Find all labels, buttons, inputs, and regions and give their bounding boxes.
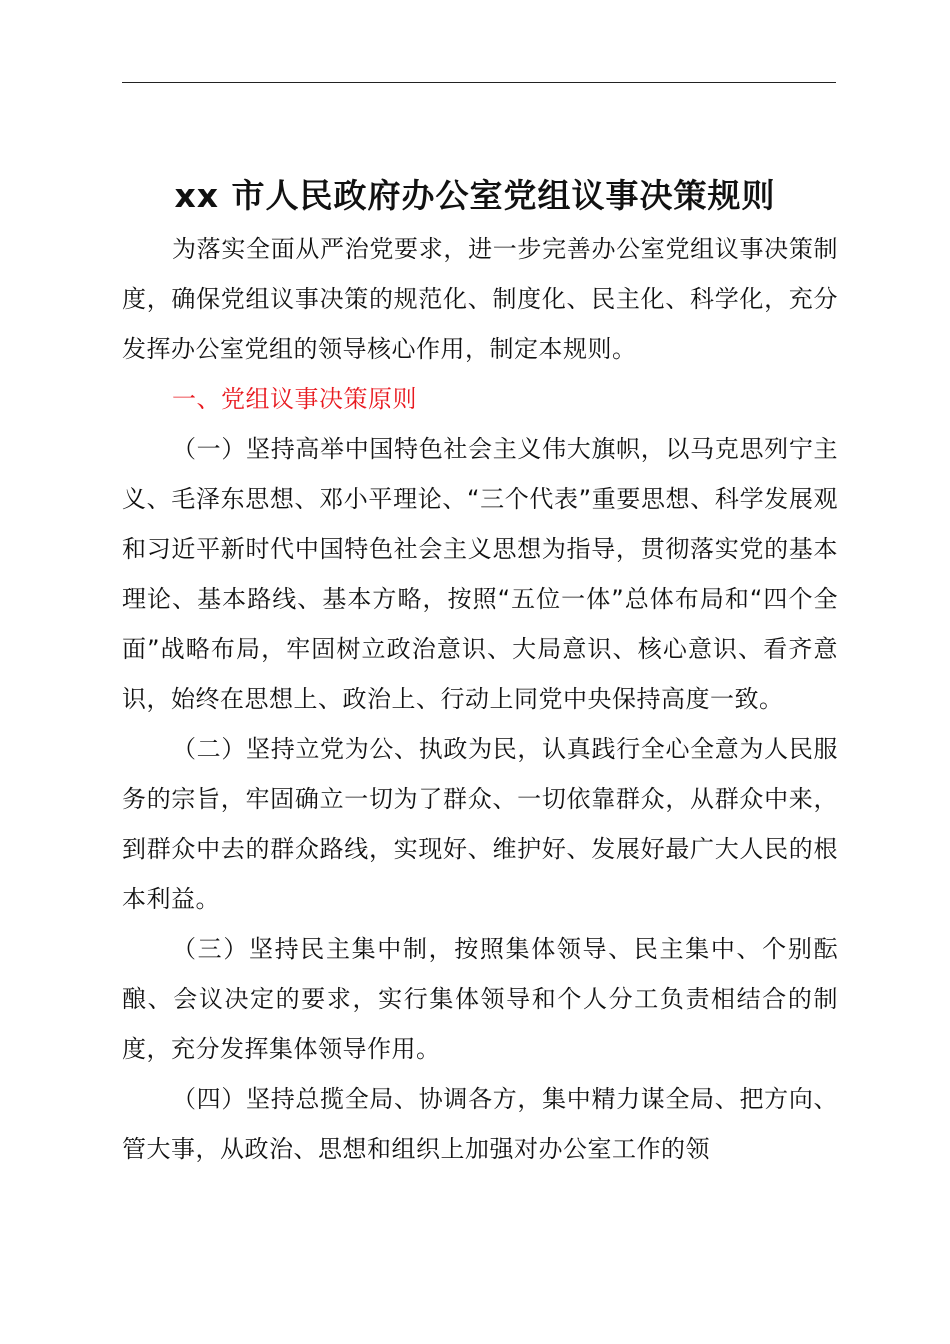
intro-paragraph: 为落实全面从严治党要求，进一步完善办公室党组议事决策制度，确保党组议事决策的规范化、制度化、民主化、科学化，充分发挥办公室党组的领导核心作用，制定本规则。: [122, 235, 838, 363]
document-body: [122, 224, 838, 1174]
principle-2-paragraph: （二）坚持立党为公、执政为民，认真践行全心全意为人民服务的宗旨，牢固确立一切为了群众、一切依靠群众，从群众中来，到群众中去的群众路线，实现好、维护好、发展好最广大人民的根本利益。: [122, 735, 838, 913]
document-title: xx 市人民政府办公室党组议事决策规则: [174, 176, 776, 216]
principle-1-paragraph: （一）坚持高举中国特色社会主义伟大旗帜，以马克思列宁主义、毛泽东思想、邓小平理论、“三个代表”重要思想、科学发展观和习近平新时代中国特色社会主义思想为指导，贯彻落实党的基本理论、基本路线、基本方略，按照“五位一体”总体布局和“四个全面”战略布局，牢固树立政治意识、大局意识、核心意识、看齐意识，始终在思想上、政治上、行动上同党中央保持高度一致。: [122, 435, 838, 713]
principle-3-paragraph: （三）坚持民主集中制，按照集体领导、民主集中、个别酝酿、会议决定的要求，实行集体领导和个人分工负责相结合的制度，充分发挥集体领导作用。: [122, 935, 838, 1063]
section-heading: 一、党组议事决策原则: [172, 385, 417, 413]
principle-4-paragraph: （四）坚持总揽全局、协调各方，集中精力谋全局、把方向、管大事，从政治、思想和组织上加强对办公室工作的领: [122, 1085, 838, 1163]
header-rule: [122, 82, 836, 83]
